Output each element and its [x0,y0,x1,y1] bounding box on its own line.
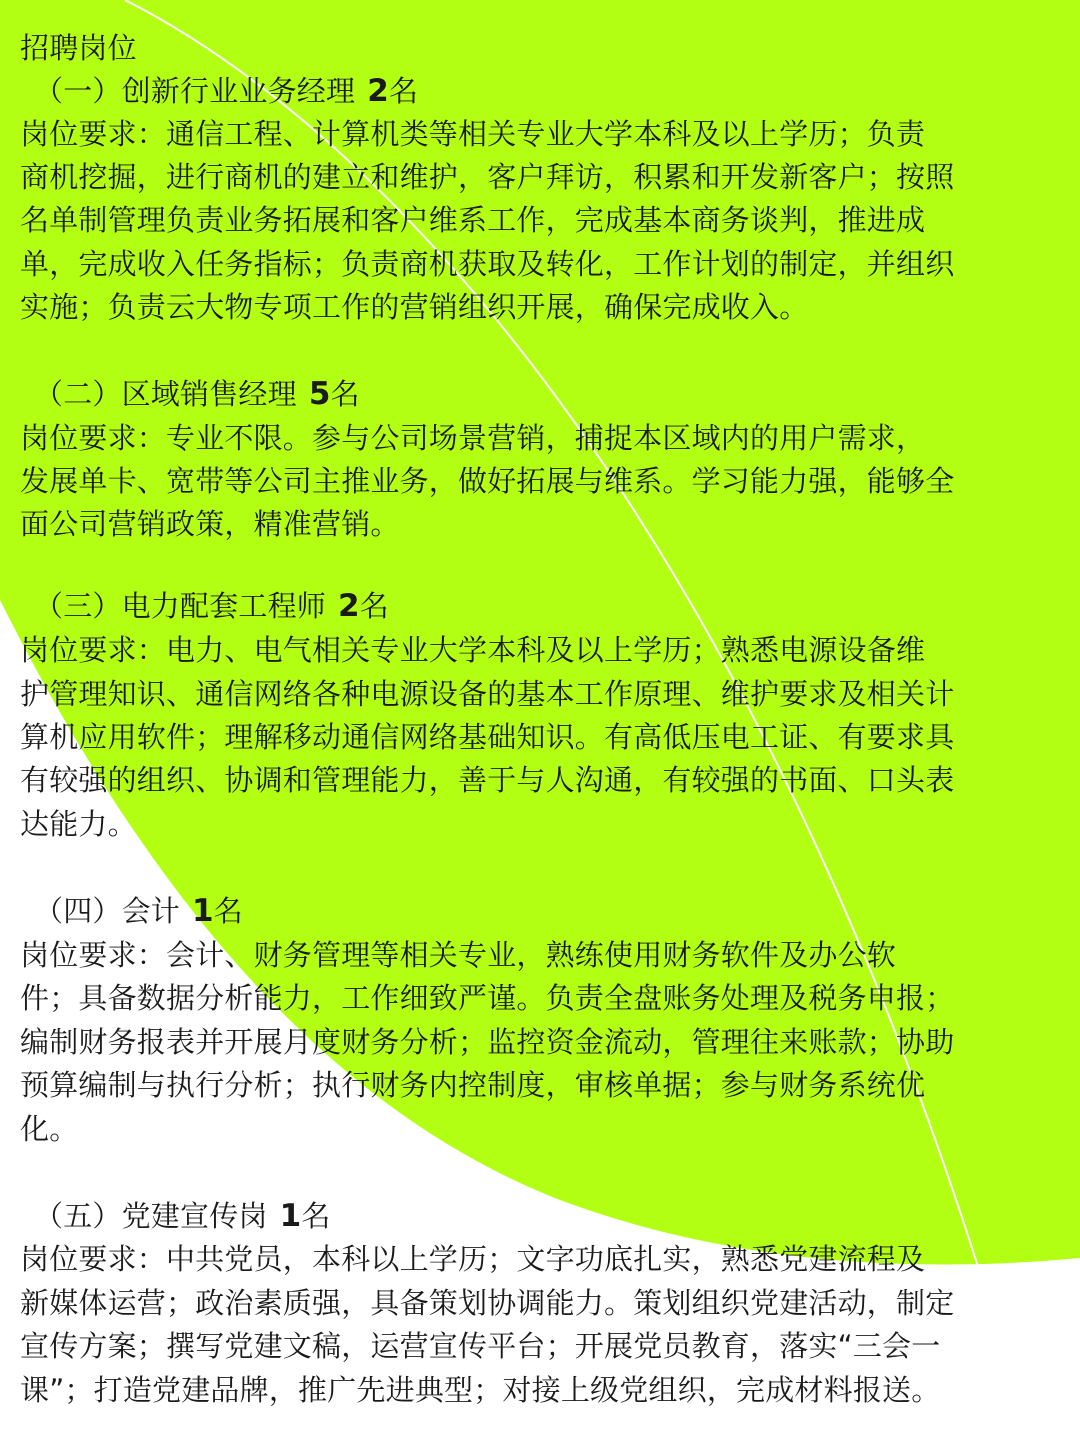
requirement-line: 岗位要求：电力、电气相关专业大学本科及以上学历；熟悉电源设备维 [20,633,926,667]
position-count: 1 [279,1198,302,1234]
requirement-line: 新媒体运营；政治素质强，具备策划协调能力。策划组织党建活动，制定 [20,1286,955,1320]
position-label: （四）会计 [34,894,181,928]
requirement-line: 护管理知识、通信网络各种电源设备的基本工作原理、维护要求及相关计 [20,677,955,711]
position-unit: 名 [330,377,360,411]
requirement-line: 课”；打造党建品牌，推广先进典型；对接上级党组织，完成材料报送。 [20,1373,941,1407]
requirement-line: 件；具备数据分析能力，工作细致严谨。负责全盘账务处理及税务申报； [20,981,955,1015]
requirement-line: 岗位要求：通信工程、计算机类等相关专业大学本科及以上学历；负责 [20,117,926,151]
requirement-line: 发展单卡、宽带等公司主推业务，做好拓展与维系。学习能力强，能够全 [20,464,955,498]
position-unit: 名 [359,589,389,623]
position-label: （五）党建宣传岗 [34,1199,268,1233]
requirement-line: 宣传方案；撰写党建文稿，运营宣传平台；开展党员教育，落实“三会一 [20,1329,941,1363]
requirement-line: 编制财务报表并开展月度财务分析；监控资金流动，管理往来账款；协助 [20,1025,955,1059]
position-title [20,1196,331,1236]
requirement-line: 有较强的组织、协调和管理能力，善于与人沟通，有较强的书面、口头表 [20,763,955,797]
requirement-line: 算机应用软件；理解移动通信网络基础知识。有高低压电工证、有要求具 [20,720,955,754]
requirement-line: 面公司营销政策，精准营销。 [20,507,400,541]
page-title: 招聘岗位 [20,31,137,65]
position-unit: 名 [301,1199,331,1233]
position-count: 5 [308,376,331,412]
requirement-line: 岗位要求：专业不限。参与公司场景营销，捕捉本区域内的用户需求， [20,421,926,455]
requirement-line: 岗位要求：会计、财务管理等相关专业，熟练使用财务软件及办公软 [20,938,897,972]
requirement-line: 商机挖掘，进行商机的建立和维护，客户拜访，积累和开发新客户；按照 [20,160,955,194]
requirement-line: 化。 [20,1112,79,1146]
position-label: （一）创新行业业务经理 [34,74,356,108]
position-count: 1 [192,893,214,929]
position-count: 2 [367,73,389,109]
position-title [20,586,389,626]
requirement-line: 岗位要求：中共党员，本科以上学历；文字功底扎实，熟悉党建流程及 [20,1242,926,1276]
position-label: （三）电力配套工程师 [34,589,327,623]
position-title [20,374,360,414]
position-count: 2 [338,588,360,624]
requirement-line: 预算编制与执行分析；执行财务内控制度，审核单据；参与财务系统优 [20,1068,926,1102]
requirement-line: 名单制管理负责业务拓展和客户维系工作，完成基本商务谈判，推进成 [20,203,926,237]
position-unit: 名 [213,894,243,928]
position-label: （二）区域销售经理 [34,377,297,411]
position-unit: 名 [388,74,419,108]
requirement-line: 实施；负责云大物专项工作的营销组织开展，确保完成收入。 [20,290,809,324]
position-title [20,71,418,111]
requirement-line: 达能力。 [20,807,137,841]
position-title [20,891,243,931]
requirement-line: 单，完成收入任务指标；负责商机获取及转化，工作计划的制定，并组织 [20,247,955,281]
